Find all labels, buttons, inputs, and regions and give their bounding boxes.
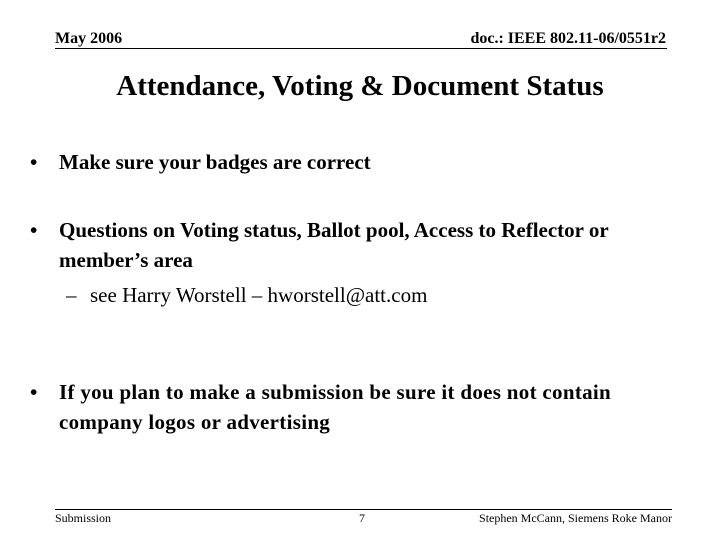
sub-bullet-item [66, 280, 427, 310]
footer-author: Stephen McCann, Siemens Roke Manor [479, 511, 672, 525]
slide-title: Attendance, Voting & Document Status [116, 70, 604, 102]
bullet-text: Questions on Voting status, Ballot pool, Access to Reflector or member’s area [59, 218, 609, 272]
footer-submission: Submission [55, 511, 112, 525]
bullet-item [30, 377, 695, 437]
sub-bullet-text: see Harry Worstell – hworstell@att.com [90, 283, 428, 307]
bullet-item [30, 147, 695, 177]
bullet-marker: • [30, 380, 38, 404]
bullet-text: If you plan to make a submission be sure it does not contain company logos or advertising [59, 380, 612, 434]
footer-page-number: 7 [359, 511, 365, 525]
header-doc-id: doc.: IEEE 802.11-06/0551r2 [470, 30, 666, 47]
bullet-text: Make sure your badges are correct [59, 150, 371, 174]
footer-rule [55, 509, 672, 510]
bullet-marker: • [30, 150, 38, 174]
header-date: May 2006 [55, 30, 123, 47]
header-rule [55, 48, 667, 49]
bullet-item [30, 215, 695, 275]
bullet-marker: • [30, 218, 38, 242]
sub-bullet-marker: – [66, 283, 77, 307]
